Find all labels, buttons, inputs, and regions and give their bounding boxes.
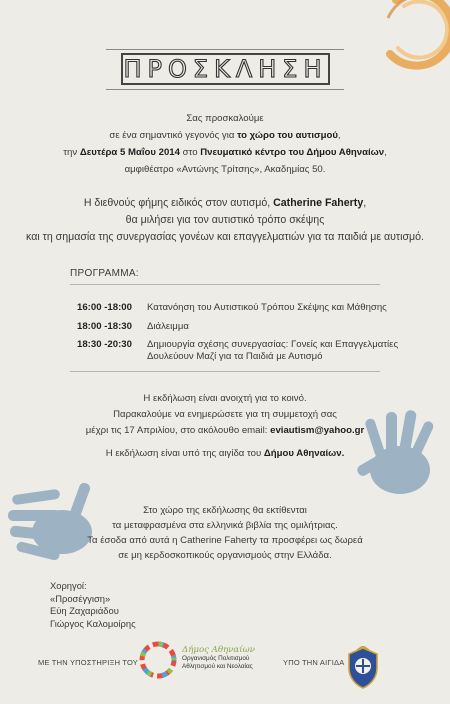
program-desc: Δουλεύουν Μαζί για τα Παιδιά με Αυτισμό <box>147 351 323 362</box>
info-line-3: μέχρι τις 17 Απριλίου, στο ακόλουθο email: eviautism@yahoo.gr <box>85 425 365 436</box>
cultural-organization-name <box>182 646 262 672</box>
support-label: ΜΕ ΤΗΝ ΥΠΟΣΤΗΡΙΞΗ ΤΟΥ <box>38 658 139 667</box>
books-line-1: Στο χώρο της εκδήλωσης θα εκτίθενται <box>143 505 307 516</box>
title-frame <box>121 53 330 85</box>
title-rule-top <box>106 49 344 50</box>
speaker-line-1: Η διεθνούς φήμης ειδικός στον αυτισμό, Catherine Faherty, <box>83 197 367 209</box>
program-desc: Δημιουργία σχέσης συνεργασίας: Γονείς και Επαγγελματίες <box>147 339 399 350</box>
info-line-1: Η εκδήλωση είναι ανοιχτή για το κοινό. <box>143 393 307 404</box>
sponsor-name: Εύη Ζαχαριάδου <box>50 605 119 616</box>
sponsor-name: «Προσέγγιση» <box>50 592 111 604</box>
athens-municipality-emblem <box>345 646 381 690</box>
books-line-4: σε μη κερδοσκοπικούς οργανισμούς στην Ελλάδα. <box>118 550 332 561</box>
title-rule-bottom <box>106 89 344 90</box>
page-title: ΠΡΟΣΚΛΗΣΗ <box>123 55 328 83</box>
cultural-organization-logo <box>138 640 178 680</box>
info-line-2: Παρακαλούμε να ενημερώσετε για τη συμμετοχή σας <box>113 409 337 420</box>
contact-email[interactable]: eviautism@yahoo.gr <box>270 425 365 436</box>
speaker-line-3: και τη σημασία της συνεργασίας γονέων και επαγγελματιών για τα παιδιά με αυτισμό. <box>26 231 424 243</box>
program-row <box>77 302 387 313</box>
sponsors-block <box>50 580 136 630</box>
intro-line-1: Σας προσκαλούμε <box>186 113 264 124</box>
books-line-3: Τα έσοδα από αυτά η Catherine Faherty τα προσφέρει ως δωρεά <box>87 535 363 546</box>
program-desc: Κατανόηση του Αυτιστικού Τρόπου Σκέψης και Μάθησης <box>147 302 387 313</box>
program-time: 18:00 -18:30 <box>77 321 132 332</box>
logo-line-1: Οργανισμός Πολιτισμού <box>182 654 250 662</box>
logo-line-2: Αθλητισμού και Νεολαίας <box>182 663 253 670</box>
program-desc: Διάλειμμα <box>147 321 189 332</box>
intro-line-3: την Δευτέρα 5 Μαΐου 2014 στο Πνευματικό κέντρο του Δήμου Αθηναίων, <box>63 147 387 158</box>
info-line-4: Η εκδήλωση είναι υπό της αιγίδα του Δήμου Αθηναίων. <box>105 448 345 459</box>
books-line-2: τα μεταφρασμένα στα ελληνικά βιβλία της ομιλήτριας. <box>112 520 338 531</box>
program-time: 16:00 -18:00 <box>77 302 132 313</box>
program-time: 18:30 -20:30 <box>77 339 132 350</box>
logo-script-text: Δήμος Αθηναίων <box>182 645 255 655</box>
program-rule-top <box>70 284 380 285</box>
program-row-continued <box>77 351 323 362</box>
program-rule-bottom <box>70 371 380 372</box>
sun-brush-decoration <box>374 0 450 78</box>
sponsor-name: Γιώργος Καλομοίρης <box>50 617 136 629</box>
program-label: ΠΡΟΓΡΑΜΜΑ: <box>70 268 139 279</box>
sponsors-label: Χορηγοί: <box>50 580 87 591</box>
program-row <box>77 321 189 332</box>
intro-line-4: αμφιθέατρο «Αντώνης Τρίτσης», Ακαδημίας 50. <box>124 164 326 175</box>
speaker-line-2: θα μιλήσει για τον αυτιστικό τρόπο σκέψης <box>125 214 325 226</box>
auspices-label: ΥΠΟ ΤΗΝ ΑΙΓΙΔΑ <box>283 658 345 667</box>
handprint-right-decoration <box>350 408 450 506</box>
program-row <box>77 339 399 350</box>
intro-line-2: σε ένα σημαντικό γεγονός για το χώρο του αυτισμού, <box>109 130 341 141</box>
